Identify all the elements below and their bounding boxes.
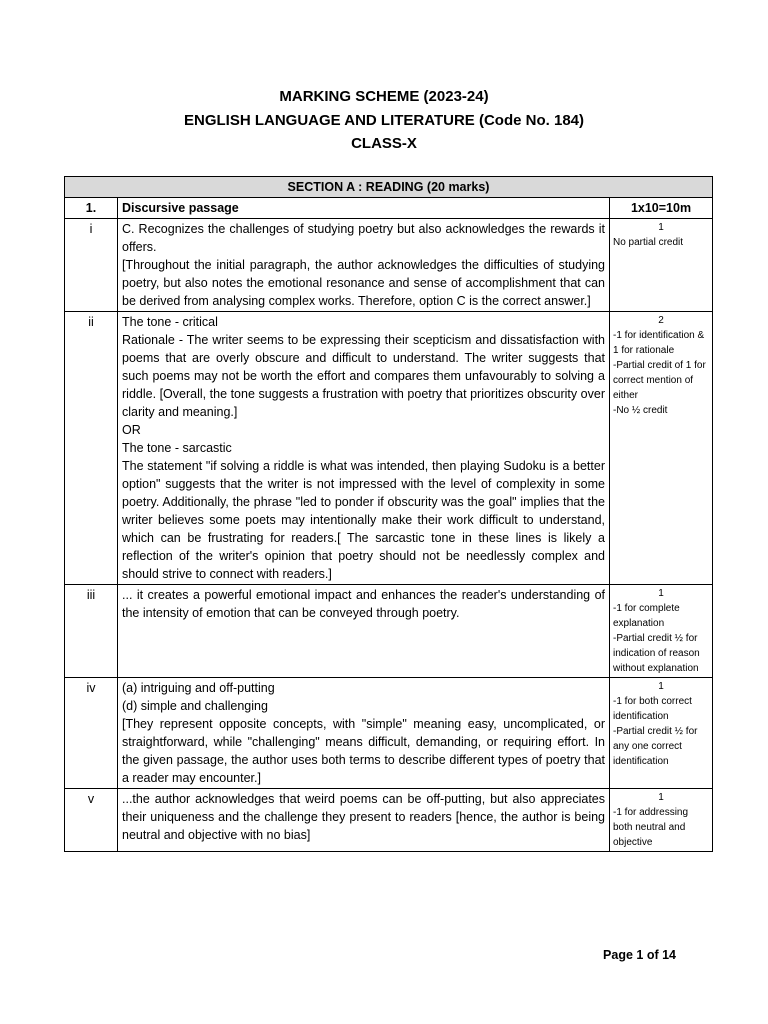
answer-line: (d) simple and challenging <box>122 699 268 713</box>
table-row <box>65 678 713 789</box>
answer-line: [They represent opposite concepts, with "simple" meaning easy, uncomplicated, or straightforward, while "challenging" means difficult, demanding, or requiring effort. In the given passage, the author uses both terms to describe different types of poetry that a reader may encounter.] <box>122 717 605 785</box>
row-number: ii <box>65 312 118 585</box>
answer-line: The tone - sarcastic <box>122 441 232 455</box>
table-row <box>65 219 713 312</box>
marks-note: -1 for addressing both neutral and objective <box>613 807 689 848</box>
marks-note: -1 for complete explanation <box>613 603 680 629</box>
section-header-row <box>65 177 713 198</box>
marks-cell <box>610 678 713 789</box>
table-row <box>65 312 713 585</box>
question-header-row <box>65 198 713 219</box>
answer-line: C. Recognizes the challenges of studying poetry but also acknowledges the rewards it offers. <box>122 222 605 254</box>
document-subtitle: ENGLISH LANGUAGE AND LITERATURE (Code No. 184) <box>183 112 584 129</box>
marks-note: No partial credit <box>613 237 684 248</box>
marks-cell <box>610 312 713 585</box>
marks-cell <box>610 585 713 678</box>
answer-line: Rationale - The writer seems to be expressing their scepticism and dissatisfaction with poems that are overly obscure and difficult to understand. The writer suggests that such poems may not be worth the effort and compares them unfavourably to solving a riddle. [Overall, the tone suggests a frustration with poetry that prioritizes obscurity over clarity and meaning.] <box>122 333 605 419</box>
marks-cell <box>610 789 713 852</box>
marks-note: -1 for both correct identification <box>613 696 692 722</box>
table-row <box>65 585 713 678</box>
answer-cell <box>118 312 610 585</box>
marks-value: 1 <box>658 681 664 692</box>
marks-note: -No ½ credit <box>613 405 668 416</box>
marks-value: 2 <box>658 315 664 326</box>
row-number: v <box>65 789 118 852</box>
marks-cell <box>610 219 713 312</box>
answer-cell <box>118 585 610 678</box>
answer-cell <box>118 789 610 852</box>
question-title: Discursive passage <box>118 198 610 219</box>
marks-note: -Partial credit of 1 for correct mention of either <box>613 360 706 401</box>
marks-value: 1 <box>658 792 664 803</box>
table-row <box>65 789 713 852</box>
marks-note: -1 for identification & 1 for rationale <box>613 330 705 356</box>
answer-cell <box>118 219 610 312</box>
row-number: i <box>65 219 118 312</box>
marks-note: -Partial credit ½ for any one correct identification <box>613 726 698 767</box>
page-number: Page 1 of 14 <box>603 948 676 962</box>
question-number: 1. <box>65 198 118 219</box>
answer-line: ...the author acknowledges that weird poems can be off-putting, but also appreciates their uniqueness and the challenge they present to readers [hence, the author is being neutral and objective with no bias] <box>122 792 605 842</box>
answer-line: [Throughout the initial paragraph, the author acknowledges the difficulties of studying poetry, but also notes the emotional resonance and sense of accomplishment that can be derived from analysing complex works. Therefore, option C is the correct answer.] <box>122 258 605 308</box>
answer-line: The tone - critical <box>122 315 218 329</box>
document-title: MARKING SCHEME (2023-24) <box>279 88 489 105</box>
row-number: iv <box>65 678 118 789</box>
marking-scheme-table <box>64 176 713 852</box>
answer-line: (a) intriguing and off-putting <box>122 681 275 695</box>
class-label: CLASS-X <box>351 135 417 152</box>
answer-line: The statement "if solving a riddle is what was intended, then playing Sudoku is a better option" suggests that the writer is not impressed with the level of complexity in some poetry. Additionally, the phrase "led to ponder if obscurity was the goal" implies that the writer believes some poets may intentionally make their work difficult to understand, which can be frustrating for readers.[ The sarcastic tone in these lines is likely a reflection of the writer's opinion that poetry should not be needlessly complex and should strive to connect with readers.] <box>122 459 605 581</box>
marks-value: 1 <box>658 588 664 599</box>
answer-line: ... it creates a powerful emotional impact and enhances the reader's understanding of the intensity of emotion that can be conveyed through poetry. <box>122 588 605 620</box>
marks-value: 1 <box>658 222 664 233</box>
question-marks: 1x10=10m <box>610 198 713 219</box>
row-number: iii <box>65 585 118 678</box>
marks-note: -Partial credit ½ for indication of reason without explanation <box>613 633 700 674</box>
answer-line: OR <box>122 423 141 437</box>
section-title: SECTION A : READING (20 marks) <box>65 177 713 198</box>
answer-cell <box>118 678 610 789</box>
